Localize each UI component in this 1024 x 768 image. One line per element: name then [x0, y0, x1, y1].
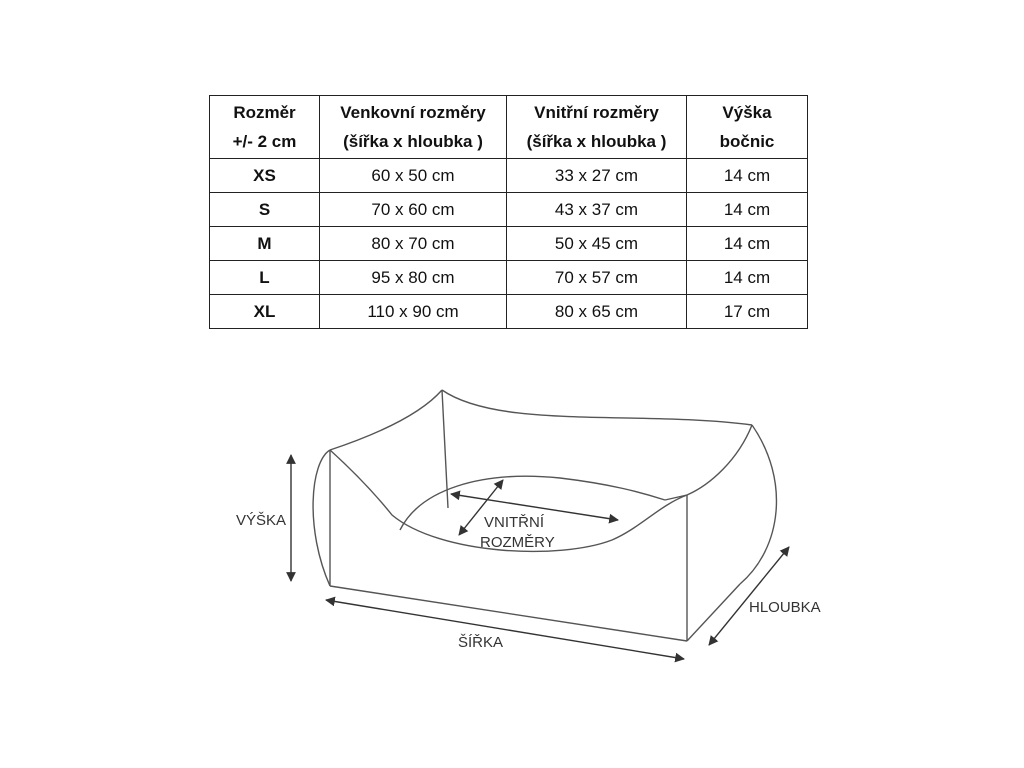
bed-front-bottom	[330, 586, 687, 641]
cell-inner: 43 x 37 cm	[507, 193, 687, 227]
cell-height: 17 cm	[687, 295, 808, 329]
bed-left-bolster	[313, 450, 330, 586]
height-label: VÝŠKA	[236, 512, 287, 529]
width-arrow	[326, 600, 684, 659]
header-text: bočnic	[719, 132, 775, 151]
header-text: +/- 2 cm	[232, 132, 297, 151]
inner-label-line2: ROZMĚRY	[480, 534, 555, 551]
header-text: (šířka x hloubka )	[343, 132, 483, 151]
header-text: Vnitřní rozměry	[534, 103, 659, 122]
cell-inner: 80 x 65 cm	[507, 295, 687, 329]
depth-arrow	[709, 547, 789, 645]
inner-label-line1: VNITŘNÍ	[484, 514, 544, 531]
cell-outer: 60 x 50 cm	[320, 159, 507, 193]
cell-outer: 70 x 60 cm	[320, 193, 507, 227]
cell-outer: 95 x 80 cm	[320, 261, 507, 295]
cell-size: M	[210, 227, 320, 261]
cell-height: 14 cm	[687, 159, 808, 193]
cell-height: 14 cm	[687, 193, 808, 227]
bed-right-bottom	[687, 584, 740, 641]
bed-inner-right	[665, 495, 687, 500]
bed-back-top	[442, 390, 752, 425]
header-text: (šířka x hloubka )	[526, 132, 667, 151]
cell-size: L	[210, 261, 320, 295]
bed-outline	[313, 390, 776, 641]
depth-label: HLOUBKA	[749, 599, 821, 616]
bed-right-bolster	[740, 425, 776, 584]
cell-size: S	[210, 193, 320, 227]
header-text: Výška	[722, 103, 772, 122]
cell-height: 14 cm	[687, 261, 808, 295]
cell-inner: 33 x 27 cm	[507, 159, 687, 193]
cell-size: XL	[210, 295, 320, 329]
cell-inner: 50 x 45 cm	[507, 227, 687, 261]
header-text: Venkovní rozměry	[340, 103, 486, 122]
cell-inner: 70 x 57 cm	[507, 261, 687, 295]
cell-outer: 80 x 70 cm	[320, 227, 507, 261]
bed-right-corner	[687, 425, 752, 495]
width-label: ŠÍŘKA	[458, 634, 504, 651]
cell-height: 14 cm	[687, 227, 808, 261]
header-text: Rozměr	[233, 103, 296, 122]
cell-outer: 110 x 90 cm	[320, 295, 507, 329]
bed-back-left-curve	[330, 390, 442, 450]
cell-size: XS	[210, 159, 320, 193]
